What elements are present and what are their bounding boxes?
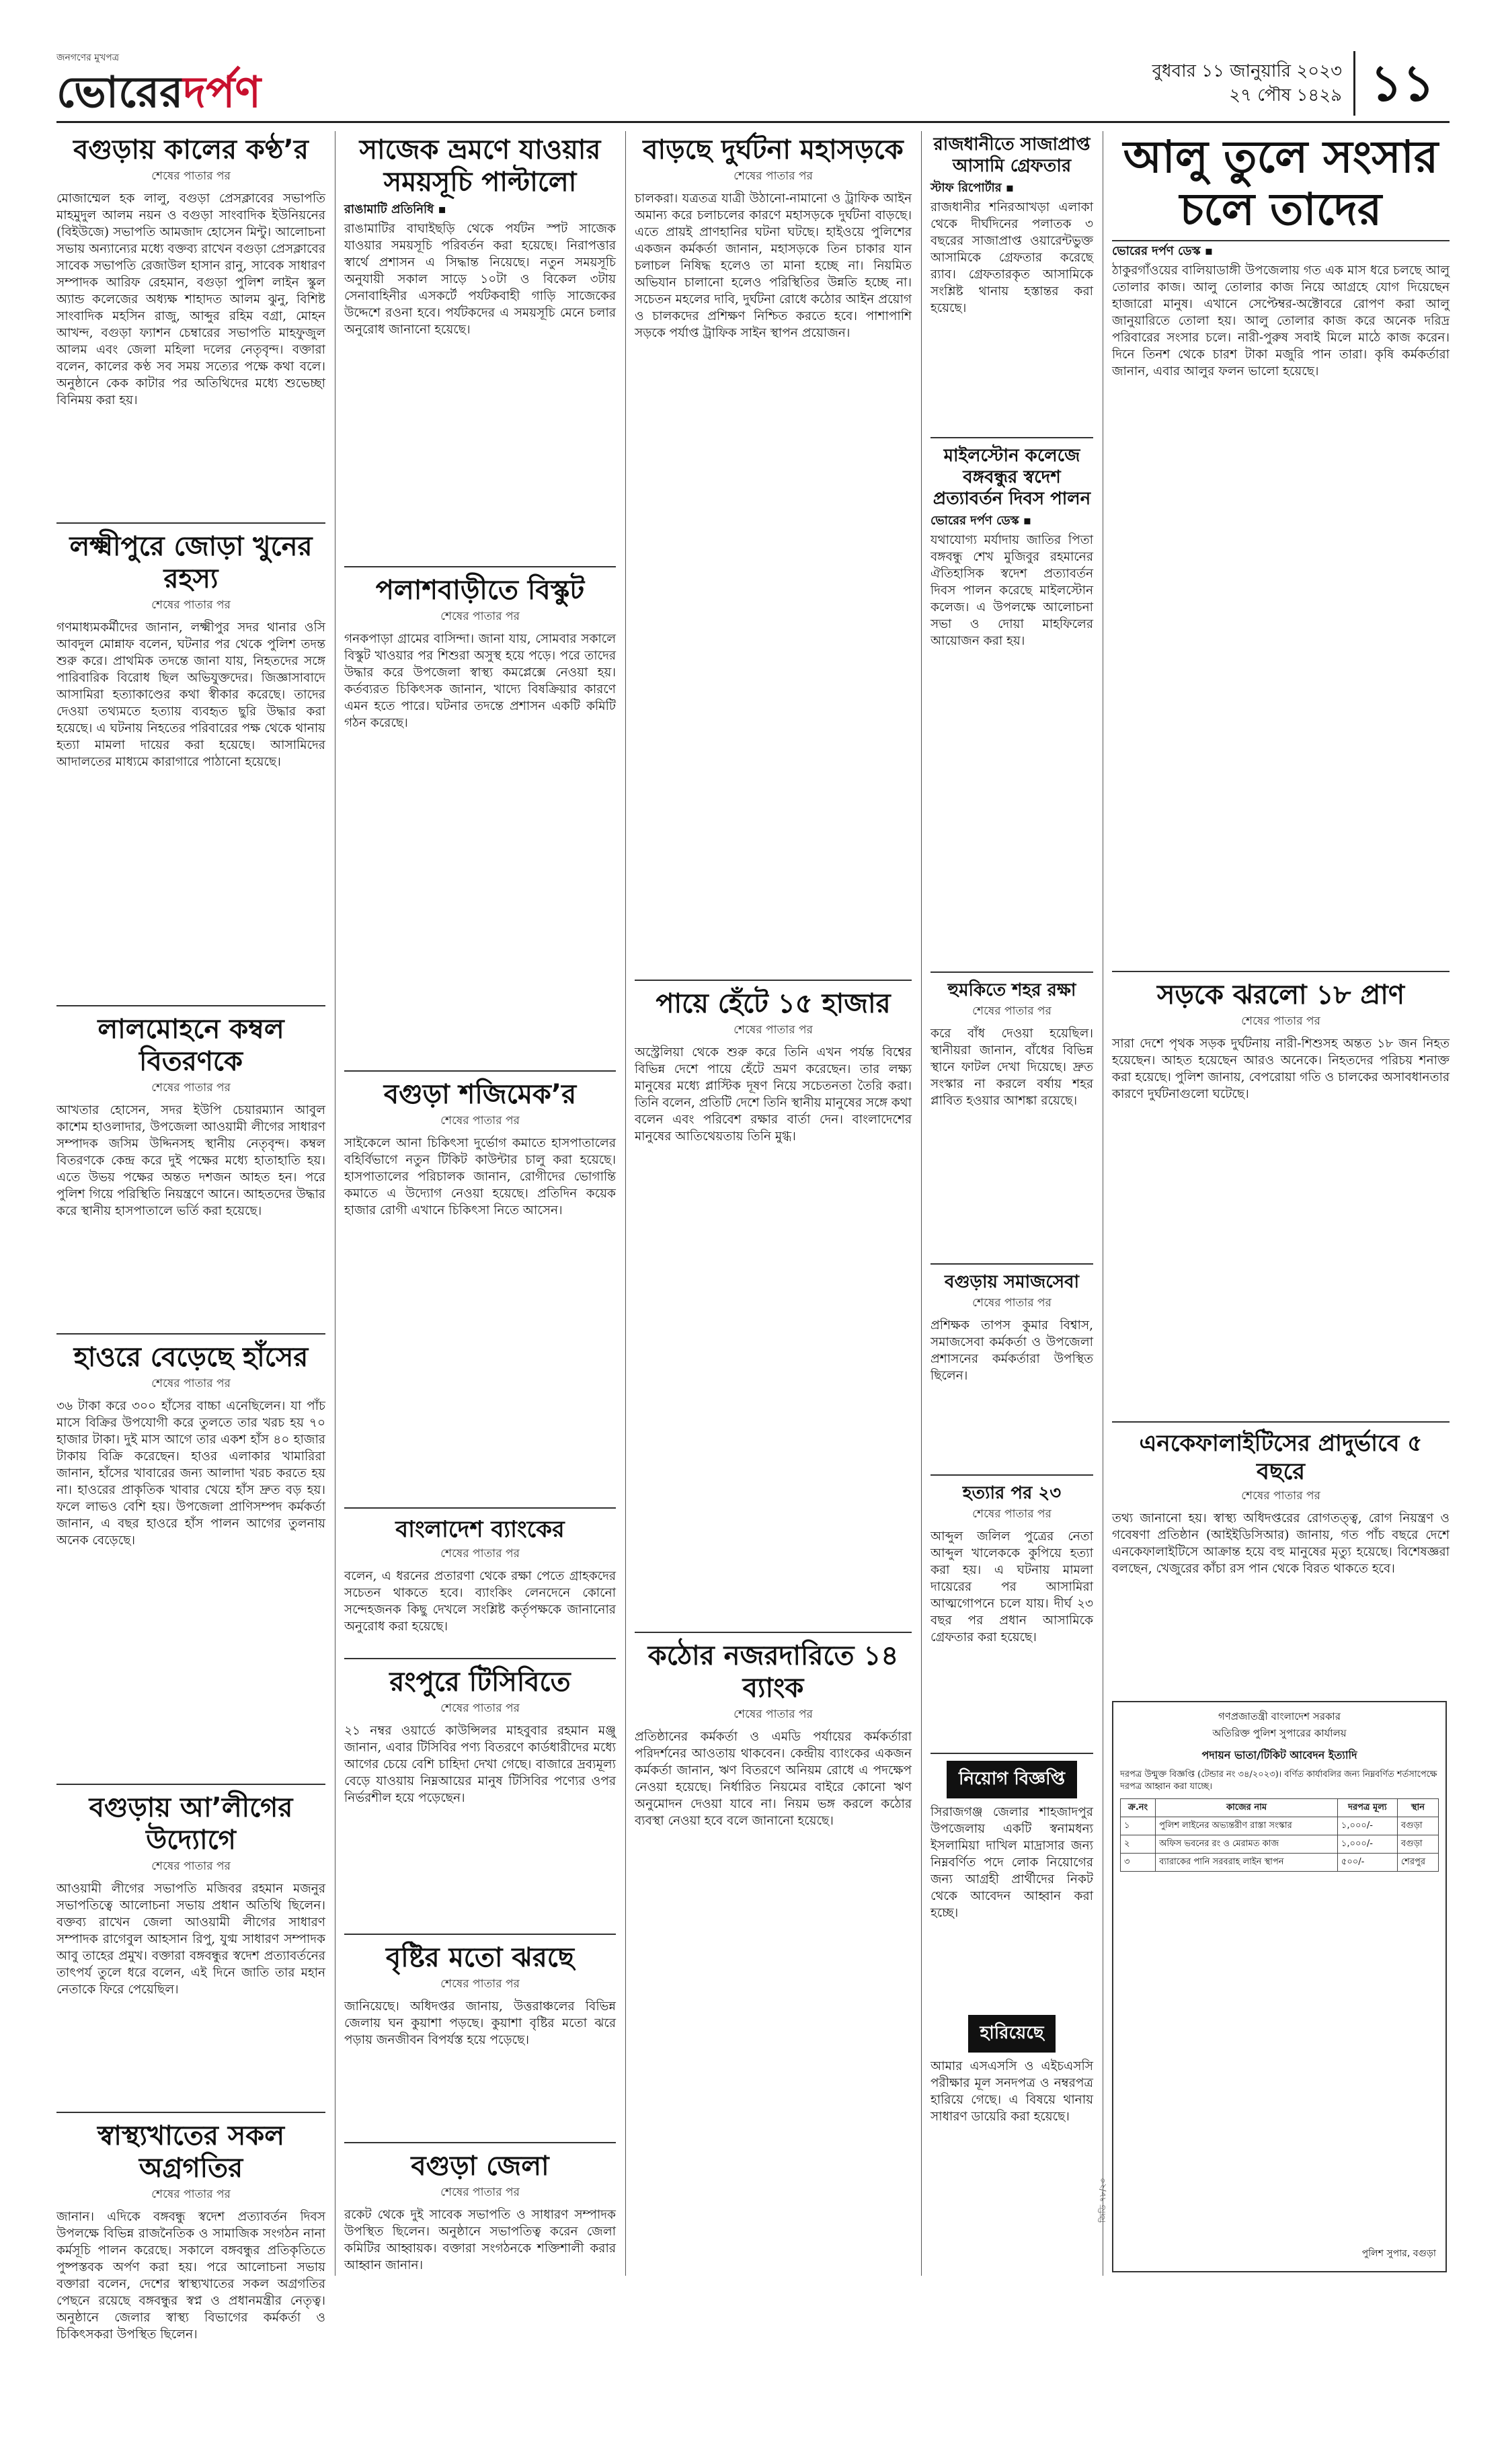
date-bangla: ২৭ পৌষ ১৪২৯ <box>1229 85 1342 106</box>
continued-label: শেষের পাতার পর <box>972 1004 1052 1018</box>
table-cell: বগুড়া <box>1397 1835 1438 1854</box>
table-cell: ১ <box>1121 1817 1156 1835</box>
government-tender-ad <box>1112 1701 1447 2272</box>
table-cell: বগুড়া <box>1397 1817 1438 1835</box>
ad-intro: দরপত্র উন্মুক্ত বিজ্ঞপ্তি (টেন্ডার নং ৩৪/২০২৩)। বর্ণিত কার্যাবলির জন্য নিম্নবর্ণিত শর্তসাপেক্ষে দরপত্র আহ্বান করা যাচ্ছে। <box>1120 1770 1437 1792</box>
story <box>56 134 325 513</box>
story-body: ৩৬ টাকা করে ৩০০ হাঁসের বাচ্চা এনেছিলেন। যা পাঁচ মাসে বিক্রির উপযোগী করে তুলতে তার খরচ হয় ৭০ হাজার টাকা। দুই মাস আগে তার একশ হাঁস ৪০ হাজার টাকায় বিক্রি করেছেন। হাওর এলাকার খামারিরা জানান, হাঁসের খাবারের জন্য আলাদা খরচ করতে হয় না। হাওরের প্রাকৃতিক খাবার খেয়ে হাঁস দ্রুত বড় হয়। ফলে লাভও বেশি হয়। উপজেলা প্রাণিসম্পদ কর্মকর্তা জানান, এ বছর হাওরে হাঁস পালন আগের তুলনায় অনেক বেড়েছে। <box>56 1399 325 1548</box>
continued-label: শেষের পাতার পর <box>1241 1489 1320 1503</box>
story-body: ঠাকুরগাঁওয়ের বালিয়াডাঙ্গী উপজেলায় গত এক মাস ধরে চলছে আলু তোলার কাজ। আলু তোলার কাজ নিয়ে আগ্রহে যোগ দিয়েছেন হাজারো মানুষ। এখানে সেপ্টেম্বর-অক্টোবরে রোপণ করা আলু জানুয়ারিতে তোলা হয়। আলু তোলার কাজ করে অনেক দরিদ্র পরিবারের সংসার চলে। নারী-পুরুষ সবাই মিলে মাঠে কাজ করেন। দিনে তিনশ থেকে চারশ টাকা মজুরি পান তারা। কৃষি কর্মকর্তারা জানান, এবার আলুর ফলন ভালো হয়েছে। <box>1112 264 1450 379</box>
story <box>635 134 912 970</box>
story <box>930 980 1093 1254</box>
headline: এনকেফালাইটিসের প্রাদুর্ভাবে ৫ বছরে <box>1139 1430 1423 1485</box>
story <box>344 574 616 1061</box>
headline: বগুড়া জেলা <box>411 2151 549 2182</box>
headline: সাজেক ভ্রমণে যাওয়ার সময়সূচি পাল্টালো <box>359 134 601 198</box>
ad-col-header: দরপত্র মূল্য <box>1337 1799 1397 1817</box>
headline: মাইলস্টোন কলেজে বঙ্গবন্ধুর স্বদেশ প্রত্যাবর্তন দিবস পালন <box>933 446 1091 509</box>
lost-notice-headline: হারিয়েছে <box>968 2015 1056 2053</box>
headline: বগুড়ায় সমাজসেবা <box>944 1272 1080 1292</box>
table-cell: ব্যারাকের পানি সরবরাহ লাইন স্থাপন <box>1156 1854 1338 1872</box>
notice-headline: নিয়োগ বিজ্ঞপ্তি <box>947 1761 1077 1798</box>
story <box>344 1666 616 1924</box>
column-3 <box>635 131 912 2276</box>
story <box>344 134 616 557</box>
headline: রংপুরে টিসিবিতে <box>389 1667 571 1698</box>
continued-label: শেষের পাতার পর <box>151 598 231 612</box>
story <box>930 1482 1093 1743</box>
continued-label: শেষের পাতার পর <box>972 1507 1052 1521</box>
story-body: অস্ট্রেলিয়া থেকে শুরু করে তিনি এখন পর্যন্ত বিশ্বের বিভিন্ন দেশে পায়ে হেঁটে ভ্রমণ করেছেন। তার লক্ষ্য মানুষের মধ্যে প্লাস্টিক দূষণ নিয়ে সচেতনতা তৈরি করা। তিনি বলেন, প্রতিটি দেশে তিনি স্থানীয় মানুষের সঙ্গে কথা বলেন এবং পরিবেশ রক্ষার বার্তা দেন। বাংলাদেশের মানুষের আতিথেয়তায় তিনি মুগ্ধ। <box>635 1045 912 1144</box>
ad-heading: পদায়ন ভাতা/টিকিট আবেদন ইত্যাদি <box>1201 1749 1357 1761</box>
headline: স্বাস্থ্যখাতের সকল অগ্রগতির <box>97 2120 285 2184</box>
story-body: করে বাঁধ দেওয়া হয়েছিল। স্থানীয়রা জানান, বাঁধের বিভিন্ন স্থানে ফাটল দেখা দিয়েছে। দ্রুত সংস্কার না করলে বর্ষায় শহর প্লাবিত হওয়ার আশঙ্কা রয়েছে। <box>930 1027 1093 1108</box>
story-body: রকেট থেকে দুই সাবেক সভাপতি ও সাধারণ সম্পাদক উপস্থিত ছিলেন। অনুষ্ঠানে সভাপতিত্ব করেন জেলা কমিটির আহ্বায়ক। বক্তারা সংগঠনকে শক্তিশালী করার আহ্বান জানান। <box>344 2208 616 2272</box>
continued-label: শেষের পাতার পর <box>151 1081 231 1095</box>
story-body: ২১ নম্বর ওয়ার্ডে কাউন্সিলর মাহবুবার রহমান মঞ্জু জানান, এবার টিসিবির পণ্য বিতরণে কার্ডধারীদের মধ্যে আগের চেয়ে বেশি চাহিদা দেখা গেছে। বাজারে দ্রব্যমূল্য বেড়ে যাওয়ায় নিম্নআয়ের মানুষ টিসিবির পণ্যের ওপর নির্ভরশীল হয়ে পড়েছেন। <box>344 1724 616 1805</box>
date-block <box>1152 59 1342 108</box>
continued-label: শেষের পাতার পর <box>734 169 813 183</box>
story <box>930 134 1093 428</box>
ad-col-header: ক্র.নং <box>1121 1799 1156 1817</box>
story <box>56 530 325 996</box>
ad-col-header: স্থান <box>1397 1799 1438 1817</box>
table-cell: ৩ <box>1121 1854 1156 1872</box>
ad-table-header-row <box>1121 1799 1439 1817</box>
story-body: জানিয়েছে। অধিদপ্তর জানায়, উত্তরাঞ্চলের বিভিন্ন জেলায় ঘন কুয়াশা পড়ছে। কুয়াশা বৃষ্টির মতো ঝরে পড়ায় জনজীবন বিপর্যস্ত হয়ে পড়েছে। <box>344 1999 616 2047</box>
story <box>344 1078 616 1498</box>
table-cell: ২ <box>1121 1835 1156 1854</box>
headline: সড়কে ঝরলো ১৮ প্রাণ <box>1156 980 1405 1010</box>
headline: কঠোর নজরদারিতে ১৪ ব্যাংক <box>647 1640 899 1704</box>
masthead <box>56 47 1450 123</box>
page-number: ১১ <box>1353 51 1450 116</box>
story-body: আখতার হোসেন, সদর ইউপি চেয়ারম্যান আবুল কাশেম হাওলাদার, উপজেলা আওয়ামী লীগের সাধারণ সম্পাদক জসিম উদ্দিনসহ স্থানীয় নেতৃবৃন্দ। কম্বল বিতরণকে কেন্দ্র করে দুই পক্ষের মধ্যে হাতাহাতি হয়। এতে উভয় পক্ষের অন্তত দশজন আহত হন। পরে পুলিশ গিয়ে পরিস্থিতি নিয়ন্ত্রণে আনে। আহতদের উদ্ধার করে স্থানীয় হাসপাতালে ভর্তি করা হয়েছে। <box>56 1103 325 1218</box>
continued-label: শেষের পাতার পর <box>151 169 231 183</box>
story-body: গনকপাড়া গ্রামের বাসিন্দা। জানা যায়, সোমবার সকালে বিস্কুট খাওয়ার পর শিশুরা অসুস্থ হয়ে পড়ে। পরে তাদের উদ্ধার করে উপজেলা স্বাস্থ্য কমপ্লেক্সে নেওয়া হয়। কর্তব্যরত চিকিৎসক জানান, খাদ্যে বিষক্রিয়ার কারণে এমন হতে পারে। ঘটনার তদন্তে প্রশাসন একটি কমিটি গঠন করেছে। <box>344 632 616 730</box>
story <box>930 1271 1093 1465</box>
table-cell: অফিস ভবনের রং ও মেরামত কাজ <box>1156 1835 1338 1854</box>
continued-label: শেষের পাতার পর <box>440 2186 520 2199</box>
notice-body: সিরাজগঞ্জ জেলার শাহজাদপুর উপজেলায় একটি স্বনামধন্য ইসলামিয়া দাখিল মাদ্রাসার জন্য নিম্নবর্ণিত পদে লোক নিয়োগের জন্য আগ্রহী প্রার্থীদের নিকট থেকে আবেদন আহ্বান করা হচ্ছে। <box>930 1805 1093 1920</box>
lead-story <box>1112 131 1450 961</box>
ad-col-header: কাজের নাম <box>1156 1799 1338 1817</box>
column-rule <box>625 131 626 2276</box>
byline: ভোরের দর্পণ ডেস্ক ▪ <box>930 514 1032 528</box>
ad-subtitle: অতিরিক্ত পুলিশ সুপারের কার্যালয় <box>1212 1727 1347 1739</box>
story <box>1112 979 1450 1412</box>
ad-footer: পুলিশ সুপার, বগুড়া <box>1361 2248 1436 2259</box>
headline: হুমকিতে শহর রক্ষা <box>947 980 1076 1000</box>
story <box>56 1013 325 1324</box>
date-gregorian: বুধবার ১১ জানুয়ারি ২০২৩ <box>1152 61 1342 81</box>
column-4 <box>930 131 1093 2276</box>
story <box>344 2150 616 2462</box>
continued-label: শেষের পাতার পর <box>440 1702 520 1715</box>
continued-label: শেষের পাতার পর <box>151 1377 231 1390</box>
table-cell: শেরপুর <box>1397 1854 1438 1872</box>
story-body: প্রশিক্ষক তাপস কুমার বিশ্বাস, সমাজসেবা কর্মকর্তা ও উপজেলা প্রশাসনের কর্মকর্তারা উপস্থিত ছিলেন। <box>930 1318 1093 1383</box>
lost-notice-body: আমার এসএসসি ও এইচএসসি পরীক্ষার মূল সনদপত্র ও নম্বরপত্র হারিয়ে গেছে। এ বিষয়ে থানায় সাধারণ ডায়েরি করা হয়েছে। <box>930 2059 1093 2124</box>
byline: ভোরের দর্পণ ডেস্ক ▪ <box>1112 244 1214 258</box>
headline: বগুড়া শজিমেক’র <box>383 1079 577 1110</box>
story-body: গণমাধ্যমকর্মীদের জানান, লক্ষ্মীপুর সদর থানার ওসি আবদুল মোন্নাফ বলেন, ঘটনার পর থেকে পুলিশ তদন্ত শুরু করে। প্রাথমিক তদন্তে জানা যায়, নিহতদের সঙ্গে পারিবারিক বিরোধ ছিল অভিযুক্তদের। জিজ্ঞাসাবাদে আসামিরা হত্যাকাণ্ডের কথা স্বীকার করেছে। তাদের দেওয়া তথ্যমতে হত্যায় ব্যবহৃত ছুরি উদ্ধার করা হয়েছে। এ ঘটনায় নিহতের পরিবারের পক্ষ থেকে থানায় হত্যা মামলা দায়ের করা হয়েছে। আসামিদের আদালতের মাধ্যমে কারাগারে পাঠানো হয়েছে। <box>56 621 325 769</box>
ad-table <box>1120 1798 1439 1872</box>
headline: পলাশবাড়ীতে বিস্কুট <box>375 575 585 606</box>
lead-headline: আলু তুলে সংসার চলে তাদের <box>1112 131 1450 241</box>
story <box>344 1515 616 1648</box>
story <box>56 1792 325 2102</box>
headline: হত্যার পর ২৩ <box>962 1483 1062 1503</box>
continued-label: শেষের পাতার পর <box>440 1547 520 1560</box>
ad-title: গণপ্রজাতন্ত্রী বাংলাদেশ সরকার <box>1218 1710 1341 1722</box>
story-body: রাঙামাটির বাঘাইছড়ি থেকে পর্যটন স্পট সাজেক যাওয়ার সময়সূচি পরিবর্তন করা হয়েছে। নিরাপত্তার স্বার্থে প্রশাসন এ সিদ্ধান্ত নিয়েছে। নতুন সময়সূচি অনুযায়ী সকাল সাড়ে ১০টা ও বিকেল ৩টায় সেনাবাহিনীর এসকর্টে পর্যটকবাহী গাড়ি সাজেকের উদ্দেশে রওনা হবে। পর্যটকদের এ সময়সূচি মেনে চলার অনুরোধ জানানো হয়েছে। <box>344 222 616 337</box>
continued-label: শেষের পাতার পর <box>734 1023 813 1037</box>
continued-label: শেষের পাতার পর <box>440 1114 520 1127</box>
headline: বগুড়ায় আ’লীগের উদ্যোগে <box>89 1792 293 1856</box>
continued-label: শেষের পাতার পর <box>1241 1015 1320 1028</box>
story-body: যথাযোগ্য মর্যাদায় জাতির পিতা বঙ্গবন্ধু শেখ মুজিবুর রহমানের ঐতিহাসিক স্বদেশ প্রত্যাবর্তন দিবস পালন করেছে মাইলস্টোন কলেজ। এ উপলক্ষে আলোচনা সভা ও দোয়া মাহফিলের আয়োজন করা হয়। <box>930 533 1093 648</box>
continued-label: শেষের পাতার পর <box>151 1860 231 1873</box>
column-rule <box>921 131 922 2276</box>
headline: লক্ষ্মীপুরে জোড়া খুনের রহস্য <box>69 531 313 594</box>
story <box>56 1341 325 1774</box>
headline: পায়ে হেঁটে ১৫ হাজার <box>656 988 891 1019</box>
story-body: মোজাম্মেল হক লালু, বগুড়া প্রেসক্লাবের সভাপতি মাহমুদুল আলম নয়ন ও বগুড়া সাংবাদিক ইউনিয়নের (বিইউজে) সভাপতি আমজাদ হোসেন মিন্টু। আলোচনা সভায় অন্যান্যের মধ্যে বক্তব্য রাখেন বগুড়া প্রেসক্লাবের সাবেক সভাপতি রেজাউল হাসান রানু, সাবেক সাধারণ সম্পাদক আরিফ রেহমান, বগুড়া পুলিশ লাইন স্কুল অ্যান্ড কলেজের অধ্যক্ষ শাহাদত আলম ঝুনু, বিশিষ্ট সাংবাদিক মহসিন রাজু, আব্দুর রহিম বগ্রা, মোহন আখন্দ, বগুড়া ফ্যাশন চেম্বারের সভাপতি মাহফুজুল আলম এবং জেলা মহিলা দলের নেতৃবৃন্দ। বক্তারা বলেন, কালের কণ্ঠ সব সময় সত্যের পক্ষে কথা বলে। অনুষ্ঠানে কেক কাটার পর অতিথিদের মধ্যে শুভেচ্ছা বিনিময় করা হয়। <box>56 192 325 407</box>
byline: রাঙামাটি প্রতিনিধি ▪ <box>344 202 446 216</box>
headline: বাংলাদেশ ব্যাংকের <box>395 1516 565 1543</box>
logo-name-b: দর্পণ <box>183 68 262 118</box>
table-cell: ১,০০০/- <box>1337 1835 1397 1854</box>
table-row <box>1121 1835 1439 1854</box>
story <box>930 445 1093 962</box>
continued-label: শেষের পাতার পর <box>972 1296 1052 1310</box>
headline: লালমোহনে কম্বল বিতরণকে <box>97 1014 284 1077</box>
table-row <box>1121 1854 1439 1872</box>
column-1 <box>56 131 325 2342</box>
headline: হাওরে বেড়েছে হাঁসের <box>73 1342 309 1373</box>
story-body: আব্দুল জলিল পুত্রের নেতা আব্দুল খালেককে কুপিয়ে হত্যা করা হয়। এ ঘটনায় মামলা দায়েরের পর আসামিরা আত্মগোপনে চলে যায়। দীর্ঘ ২৩ বছর পর প্রধান আসামিকে গ্রেফতার করা হয়েছে। <box>930 1529 1093 1644</box>
story-body: সারা দেশে পৃথক সড়ক দুর্ঘটনায় নারী-শিশুসহ অন্তত ১৮ জন নিহত হয়েছেন। আহত হয়েছেন আরও অনেকে। নিহতদের পরিচয় শনাক্ত করা হয়েছে। পুলিশ জানায়, বেপরোয়া গতি ও চালকের অসাবধানতার কারণে দুর্ঘটনাগুলো ঘটেছে। <box>1112 1037 1450 1101</box>
story-body: আওয়ামী লীগের সভাপতি মজিবর রহমান মজনুর সভাপতিত্বে আলোচনা সভায় প্রধান অতিথি ছিলেন। বক্তব্য রাখেন জেলা আওয়ামী লীগের সাধারণ সম্পাদক রাগেবুল আহসান রিপু, যুগ্ম সাধারণ সম্পাদক আবু তাহের প্রমুখ। বক্তারা বঙ্গবন্ধুর স্বদেশ প্রত্যাবর্তনের তাৎপর্য তুলে ধরে বলেন, এই দিনে জাতি তার মহান নেতাকে ফিরে পেয়েছিল। <box>56 1882 325 1997</box>
logo-tagline: জনগণের মুখপত্র <box>56 52 120 63</box>
logo-name-a: ভোরের <box>56 68 184 118</box>
story-body: জানান। এদিকে বঙ্গবন্ধু স্বদেশ প্রত্যাবর্তন দিবস উপলক্ষে বিভিন্ন রাজনৈতিক ও সামাজিক সংগঠন নানা কর্মসূচি পালন করেছে। সকালে বঙ্গবন্ধুর প্রতিকৃতিতে পুষ্পস্তবক অর্পণ করা হয়। পরে আলোচনা সভায় বক্তারা বলেন, দেশের স্বাস্থ্যখাতের সকল অগ্রগতির পেছনে রয়েছে বঙ্গবন্ধুর স্বপ্ন ও প্রধানমন্ত্রীর নেতৃত্ব। অনুষ্ঠানে জেলার স্বাস্থ্য বিভাগের কর্মকর্তা ও চিকিৎসকরা উপস্থিত ছিলেন। <box>56 2210 325 2342</box>
table-cell: ১,০০০/- <box>1337 1817 1397 1835</box>
newspaper-logo <box>56 50 339 117</box>
notice-box <box>930 1761 1093 2005</box>
table-row <box>1121 1817 1439 1835</box>
column-5 <box>1112 131 1450 1684</box>
story <box>635 988 912 1622</box>
story-body: প্রতিষ্ঠানের কর্মকর্তা ও এমডি পর্যায়ের কর্মকর্তারা পরিদর্শনের আওতায় থাকবেন। কেন্দ্রীয় ব্যাংকের একজন কর্মকর্তা জানান, ঋণ বিতরণে অনিয়ম রোধে এ পদক্ষেপ নেওয়া হয়েছে। নির্ধারিত নিয়মের বাইরে কোনো ঋণ অনুমোদন দেওয়া যাবে না। নিয়ম ভঙ্গ করলে কঠোর ব্যবস্থা নেওয়া হবে বলে জানানো হয়েছে। <box>635 1730 912 1828</box>
table-cell: ৫০০/- <box>1337 1854 1397 1872</box>
headline: বৃষ্টির মতো ঝরছে <box>385 1942 575 1973</box>
lost-notice-box <box>930 2015 1093 2206</box>
headline: বগুড়ায় কালের কণ্ঠ’র <box>73 134 309 165</box>
headline: রাজধানীতে সাজাপ্রাপ্ত আসামি গ্রেফতার <box>933 134 1091 176</box>
column-2 <box>344 131 616 2276</box>
headline: বাড়ছে দুর্ঘটনা মহাসড়কে <box>643 134 904 165</box>
story-body: চালকরা। যত্রতত্র যাত্রী উঠানো-নামানো ও ট্রাফিক আইন অমান্য করে চলাচলের কারণে মহাসড়কে দুর্ঘটনা বাড়ছে। এতে প্রায়ই প্রাণহানির ঘটনা ঘটছে। হাইওয়ে পুলিশের একজন কর্মকর্তা জানান, মহাসড়কে তিন চাকার যান চলাচল নিষিদ্ধ হলেও তা মানা হচ্ছে না। নিয়মিত অভিযান চালানো হলেও পরিস্থিতির উন্নতি হচ্ছে না। সচেতন মহলের দাবি, দুর্ঘটনা রোধে কঠোর আইন প্রয়োগ ও চালকদের প্রশিক্ষণ নিশ্চিত করতে হবে। পাশাপাশি সড়কে পর্যাপ্ত ট্রাফিক সাইন স্থাপন প্রয়োজন। <box>635 192 912 340</box>
continued-label: শেষের পাতার পর <box>440 1977 520 1991</box>
story-body: তথ্য জানানো হয়। স্বাস্থ্য অধিদপ্তরের রোগতত্ত্ব, রোগ নিয়ন্ত্রণ ও গবেষণা প্রতিষ্ঠান (আইইডিসিআর) জানায়, গত পাঁচ বছরে দেশে এনকেফালাইটিসে আক্রান্ত হয়ে বহু মানুষের মৃত্যু হয়েছে। বিশেষজ্ঞরা বলছেন, খেজুরের কাঁচা রস পান থেকে বিরত থাকতে হবে। <box>1112 1511 1450 1576</box>
story-body: রাজধানীর শনিরআখড়া এলাকা থেকে দীর্ঘদিনের পলাতক ৩ বছরের সাজাপ্রাপ্ত ওয়ারেন্টভুক্ত আসামিকে গ্রেফতার করেছে র‌্যাব। গ্রেফতারকৃত আসামিকে সংশ্লিষ্ট থানায় হস্তান্তর করা হয়েছে। <box>930 200 1093 315</box>
table-cell: পুলিশ লাইনের অভ্যন্তরীণ রাস্তা সংস্কার <box>1156 1817 1338 1835</box>
story-body: বলেন, এ ধরনের প্রতারণা থেকে রক্ষা পেতে গ্রাহকদের সচেতন থাকতে হবে। ব্যাংকিং লেনদেনে কোনো সন্দেহজনক কিছু দেখলে সংশ্লিষ্ট কর্তৃপক্ষকে জানানোর অনুরোধ করা হয়েছে। <box>344 1569 616 1634</box>
story <box>56 2120 325 2464</box>
story <box>344 1942 616 2133</box>
continued-label: শেষের পাতার পর <box>734 1708 813 1721</box>
continued-label: শেষের পাতার পর <box>151 2188 231 2201</box>
story <box>635 1640 912 2280</box>
continued-label: শেষের পাতার পর <box>440 610 520 623</box>
side-print-code: জিডি-৭৮/২৩ <box>1098 2178 1107 2223</box>
story-body: সাইকেলে আনা চিকিৎসা দুর্ভোগ কমাতে হাসপাতালের বহির্বিভাগে নতুন টিকিট কাউন্টার চালু করা হয়েছে। হাসপাতালের পরিচালক জানান, রোগীদের ভোগান্তি কমাতে এ উদ্যোগ নেওয়া হয়েছে। প্রতিদিন কয়েক হাজার রোগী এখানে চিকিৎসা নিতে আসেন। <box>344 1136 616 1218</box>
byline: স্টাফ রিপোর্টার ▪ <box>930 181 1015 195</box>
